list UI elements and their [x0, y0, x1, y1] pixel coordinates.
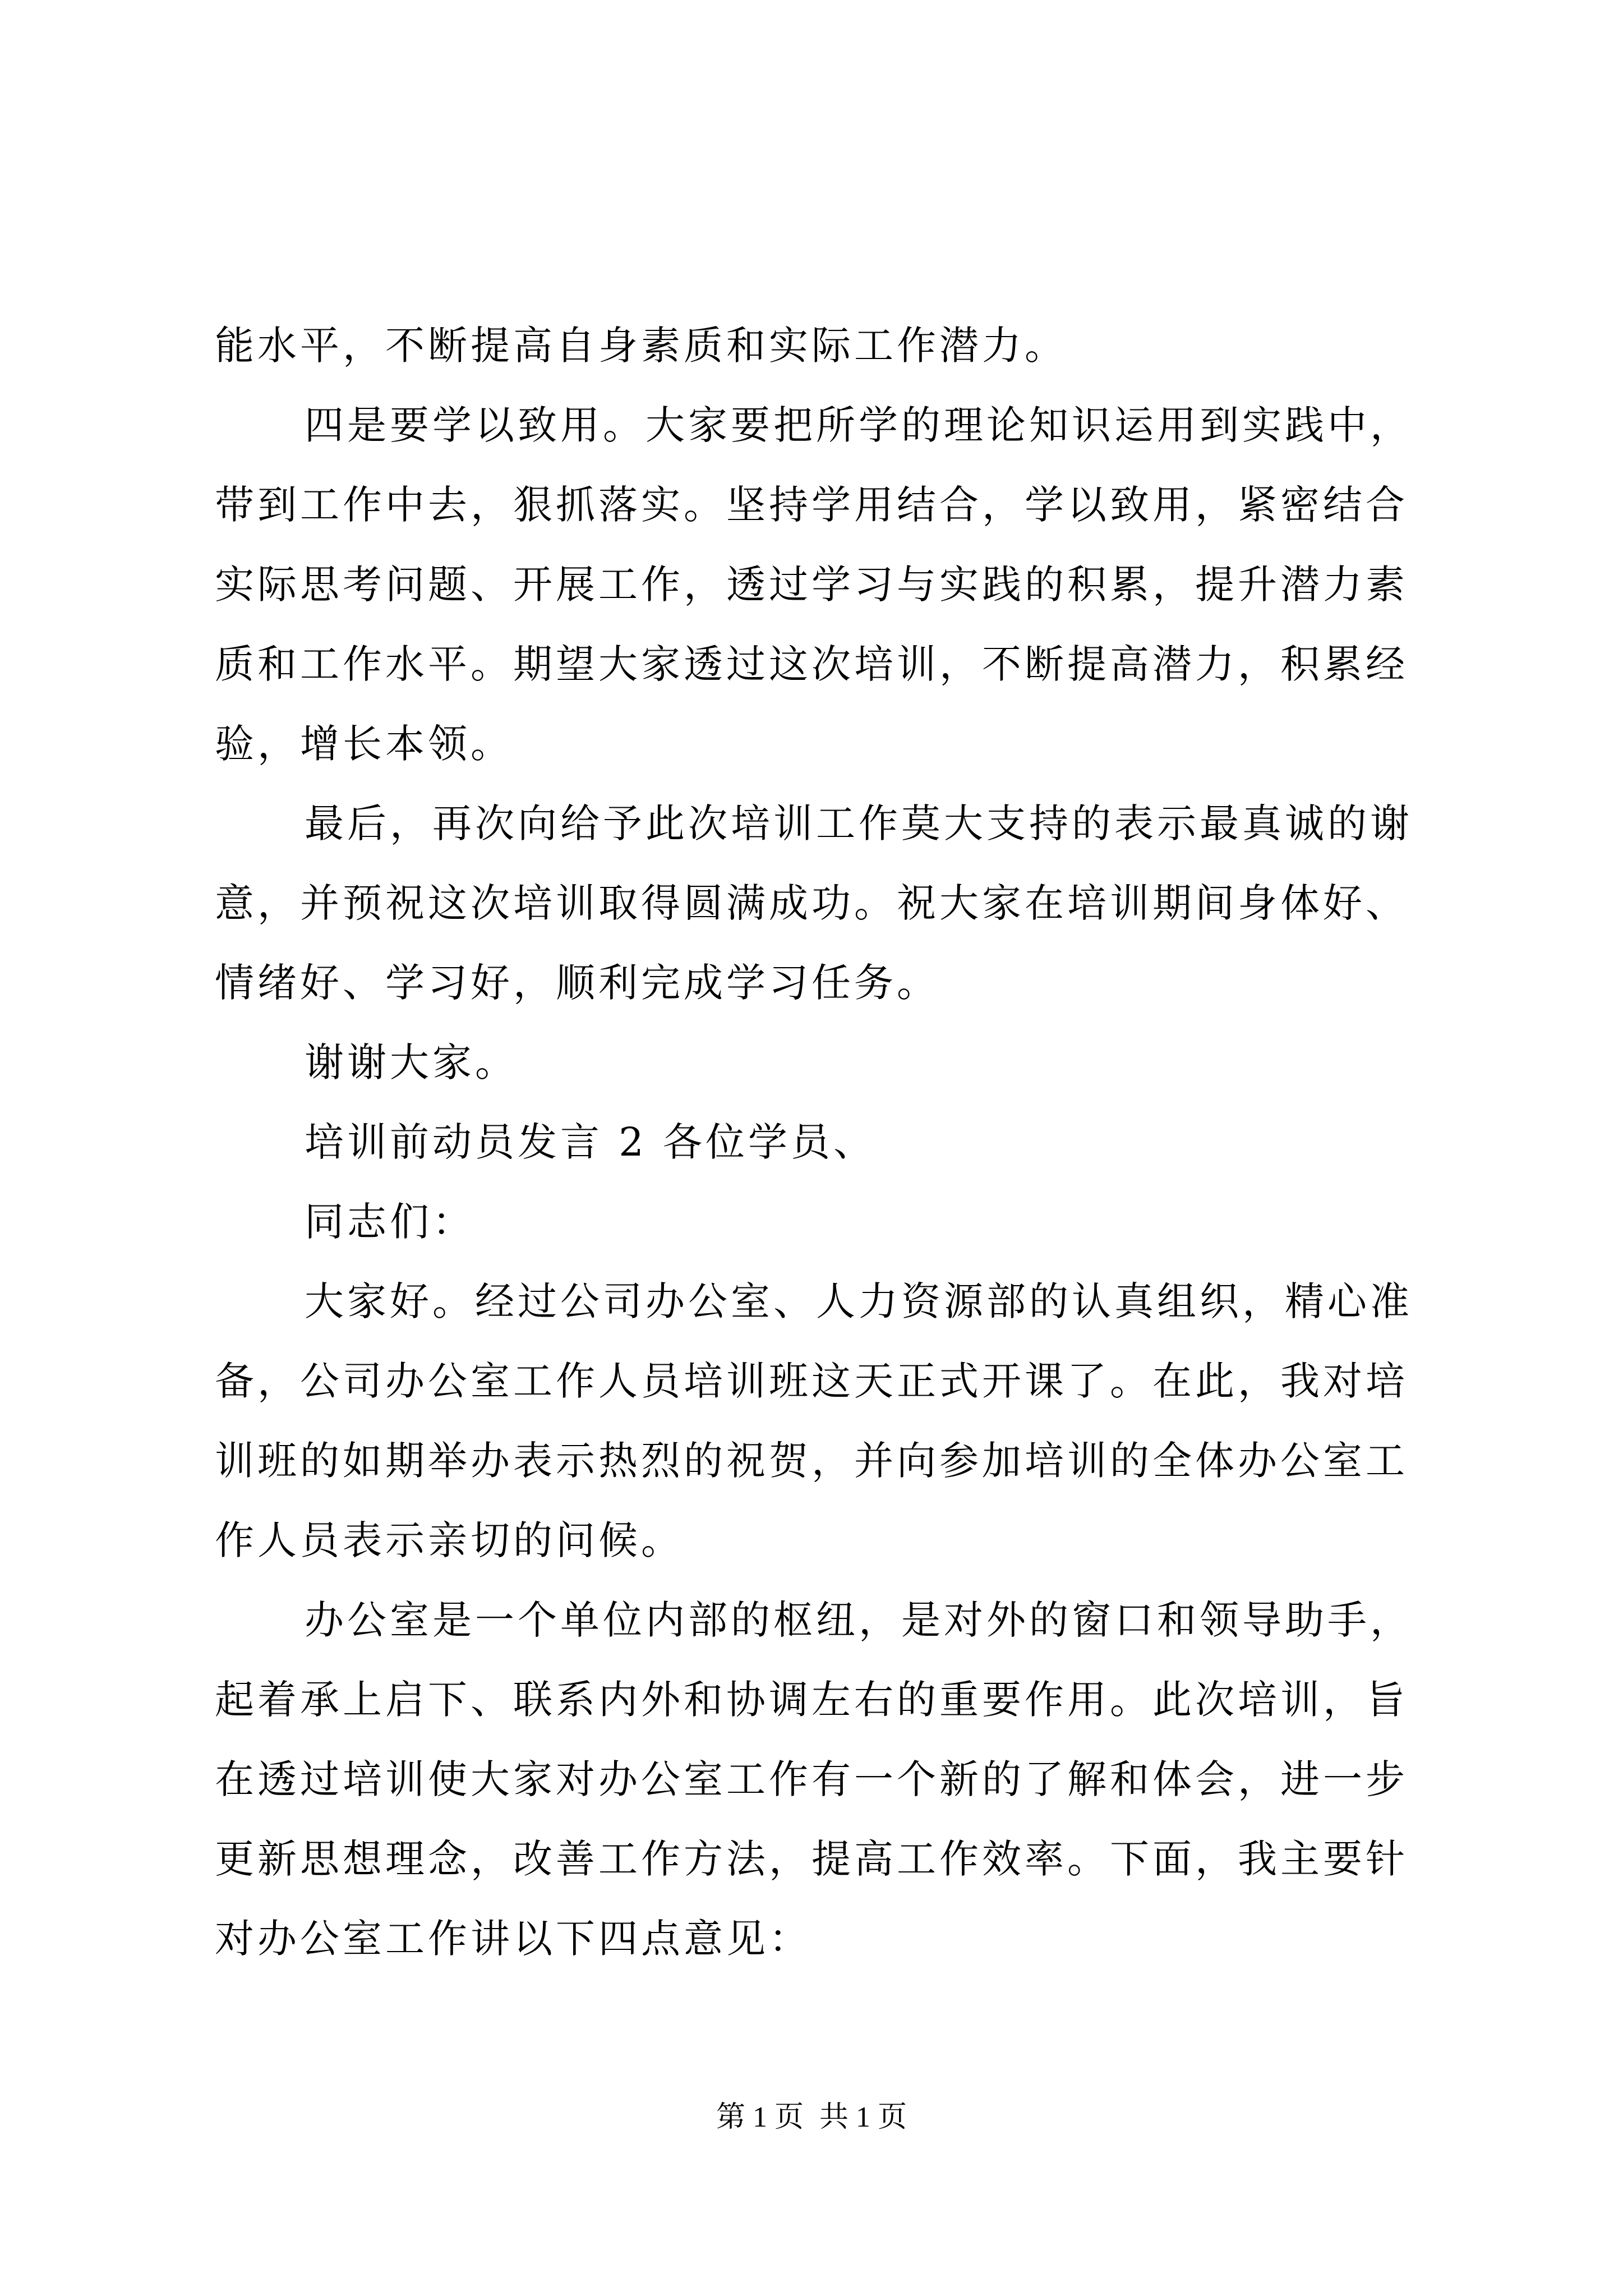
text-line: 带到工作中去，狠抓落实。坚持学用结合，学以致用，紧密结合	[215, 482, 1408, 528]
text-line: 实际思考问题、开展工作，透过学习与实践的积累，提升潜力素	[215, 562, 1408, 608]
text-line: 意，并预祝这次培训取得圆满成功。祝大家在培训期间身体好、	[215, 880, 1408, 926]
text-line: 情绪好、学习好，顺利完成学习任务。	[215, 960, 939, 1006]
page-total: 共 1 页	[819, 2101, 907, 2133]
paragraph-line: 四是要学以致用。大家要把所学的理论知识运用到实践中，	[305, 402, 1413, 448]
text-line: 更新思想理念，改善工作方法，提高工作效率。下面，我主要针	[215, 1836, 1408, 1882]
text-line: 作人员表示亲切的问候。	[215, 1517, 684, 1563]
text-line: 备，公司办公室工作人员培训班这天正式开课了。在此，我对培	[215, 1358, 1408, 1404]
salutation: 同志们：	[305, 1199, 475, 1245]
paragraph-line: 谢谢大家。	[305, 1039, 518, 1085]
text-line: 质和工作水平。期望大家透过这次培训，不断提高潜力，积累经	[215, 641, 1408, 687]
text-line: 起着承上启下、联系内外和协调左右的重要作用。此次培训，旨	[215, 1677, 1408, 1723]
text-line: 能水平，不断提高自身素质和实际工作潜力。	[215, 323, 1067, 369]
text-line: 训班的如期举办表示热烈的祝贺，并向参加培训的全体办公室工	[215, 1438, 1408, 1484]
page-footer	[0, 2098, 1623, 2137]
page-number: 第 1 页	[716, 2101, 804, 2133]
text-line: 对办公室工作讲以下四点意见：	[215, 1916, 811, 1962]
paragraph-line: 大家好。经过公司办公室、人力资源部的认真组织，精心准	[305, 1278, 1413, 1324]
section-heading: 培训前动员发言 2 各位学员、	[305, 1119, 877, 1165]
paragraph-line: 办公室是一个单位内部的枢纽，是对外的窗口和领导助手，	[305, 1597, 1413, 1643]
paragraph-line: 最后，再次向给予此次培训工作莫大支持的表示最真诚的谢	[305, 800, 1413, 846]
text-line: 验，增长本领。	[215, 721, 513, 767]
text-line: 在透过培训使大家对办公室工作有一个新的了解和体会，进一步	[215, 1756, 1408, 1802]
